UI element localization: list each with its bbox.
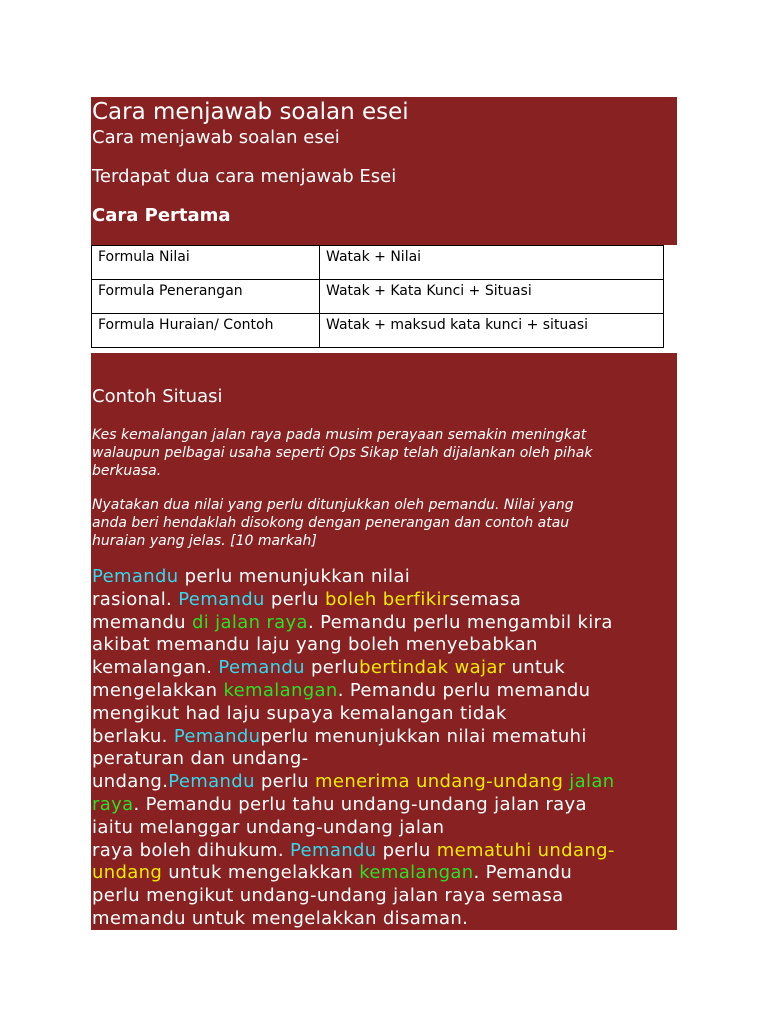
answer-text: iaitu melanggar undang-undang jalan [92, 816, 445, 838]
table-row [92, 280, 664, 314]
answer-line [92, 680, 677, 703]
highlighted-text: Pemandu [173, 725, 261, 747]
answer-text: . Pemandu perlu tahu undang-undang jalan raya [133, 793, 587, 815]
answer-line [92, 726, 677, 749]
question-line: huraian yang jelas. [10 markah] [92, 533, 317, 549]
answer-text: mengikut had laju supaya kemalangan tidak [92, 702, 507, 724]
answer-text: untuk mengelakkan [162, 862, 360, 884]
answer-text: peraturan dan undang- [92, 748, 309, 770]
highlighted-text: mematuhi undang- [436, 839, 615, 861]
answer-text: kemalangan. [92, 657, 219, 679]
answer-text: akibat memandu laju yang boleh menyebabkan [92, 634, 538, 656]
case-line: walaupun pelbagai usaha seperti Ops Sikap telah dijalankan oleh pihak [92, 445, 593, 461]
content-block [91, 353, 677, 930]
answer-text: untuk [505, 657, 565, 679]
answer-line [92, 657, 677, 680]
formula-value: Watak + maksud kata kunci + situasi [320, 314, 664, 348]
answer-text: perlu menunjukkan nilai [178, 566, 411, 587]
answer-text: berlaku. [92, 725, 174, 747]
answer-line [92, 748, 677, 771]
highlighted-text: jalan [569, 771, 615, 793]
highlighted-text: Pemandu [178, 588, 265, 610]
answer-text: perlu mengikut undang-undang jalan raya semasa [92, 885, 564, 907]
case-text [92, 426, 677, 480]
answer-line [92, 589, 677, 612]
answer-text: perlu menunjukkan nilai mematuhi [260, 725, 587, 747]
answer-line [92, 840, 677, 863]
answer-text: perlu [254, 771, 316, 793]
answer-line [92, 885, 677, 908]
highlighted-text: kemalangan [223, 679, 338, 701]
answer-text: mengelakkan [92, 679, 224, 701]
answer-line [92, 634, 677, 657]
answer-text: perlu [264, 588, 325, 610]
highlighted-text: boleh berfikir [324, 588, 450, 610]
table-row [92, 246, 664, 280]
highlighted-text: Pemandu [92, 566, 179, 587]
answer-text: undang. [92, 771, 169, 793]
answer-line [92, 908, 677, 931]
answer-line [92, 566, 677, 589]
answer-text: memandu [92, 611, 192, 633]
highlighted-text: raya [92, 793, 134, 815]
document-title: Cara menjawab soalan esei [92, 99, 409, 125]
highlighted-text: Pemandu [218, 657, 305, 679]
answer-line [92, 703, 677, 726]
question-text [92, 496, 677, 550]
answer-text: . Pemandu perlu mengambil kira [307, 611, 613, 633]
answer-line [92, 612, 677, 635]
question-line: anda beri hendaklah disokong dengan penerangan dan contoh atau [92, 515, 570, 531]
answer-line [92, 794, 677, 817]
formula-value: Watak + Nilai [320, 246, 664, 280]
highlighted-text: Pemandu [168, 771, 255, 793]
question-line: Nyatakan dua nilai yang perlu ditunjukkan oleh pemandu. Nilai yang [92, 497, 574, 513]
answer-line [92, 817, 677, 840]
case-line: berkuasa. [92, 463, 162, 479]
answer-line [92, 771, 677, 794]
intro-text: Terdapat dua cara menjawab Esei [92, 166, 397, 187]
highlighted-text: Pemandu [289, 839, 377, 861]
answer-text: perlu [304, 657, 360, 679]
answer-text: rasional. [92, 588, 179, 610]
highlighted-text: di jalan raya [191, 611, 308, 633]
formula-label: Formula Penerangan [92, 280, 320, 314]
highlighted-text: undang [92, 862, 163, 884]
formula-label: Formula Nilai [92, 246, 320, 280]
document-subtitle: Cara menjawab soalan esei [92, 127, 340, 148]
answer-paragraph [92, 566, 677, 931]
answer-text: perlu [376, 839, 437, 861]
formula-value: Watak + Kata Kunci + Situasi [320, 280, 664, 314]
case-line: Kes kemalangan jalan raya pada musim perayaan semakin meningkat [92, 427, 587, 443]
situation-title: Contoh Situasi [92, 386, 223, 407]
answer-text: raya boleh dihukum. [92, 839, 290, 861]
table-row [92, 314, 664, 348]
answer-text: . Pemandu [473, 862, 573, 884]
answer-text: semasa [449, 588, 522, 610]
answer-line [92, 862, 677, 885]
answer-text: . Pemandu perlu memandu [337, 679, 591, 701]
highlighted-text: kemalangan [359, 862, 474, 884]
highlighted-text: bertindak wajar [359, 657, 506, 679]
answer-text: memandu untuk mengelakkan disaman. [92, 907, 469, 929]
section-heading: Cara Pertama [92, 205, 231, 226]
highlighted-text: menerima undang-undang [315, 771, 564, 793]
formula-label: Formula Huraian/ Contoh [92, 314, 320, 348]
header-block [91, 97, 677, 245]
formula-table [91, 245, 664, 348]
